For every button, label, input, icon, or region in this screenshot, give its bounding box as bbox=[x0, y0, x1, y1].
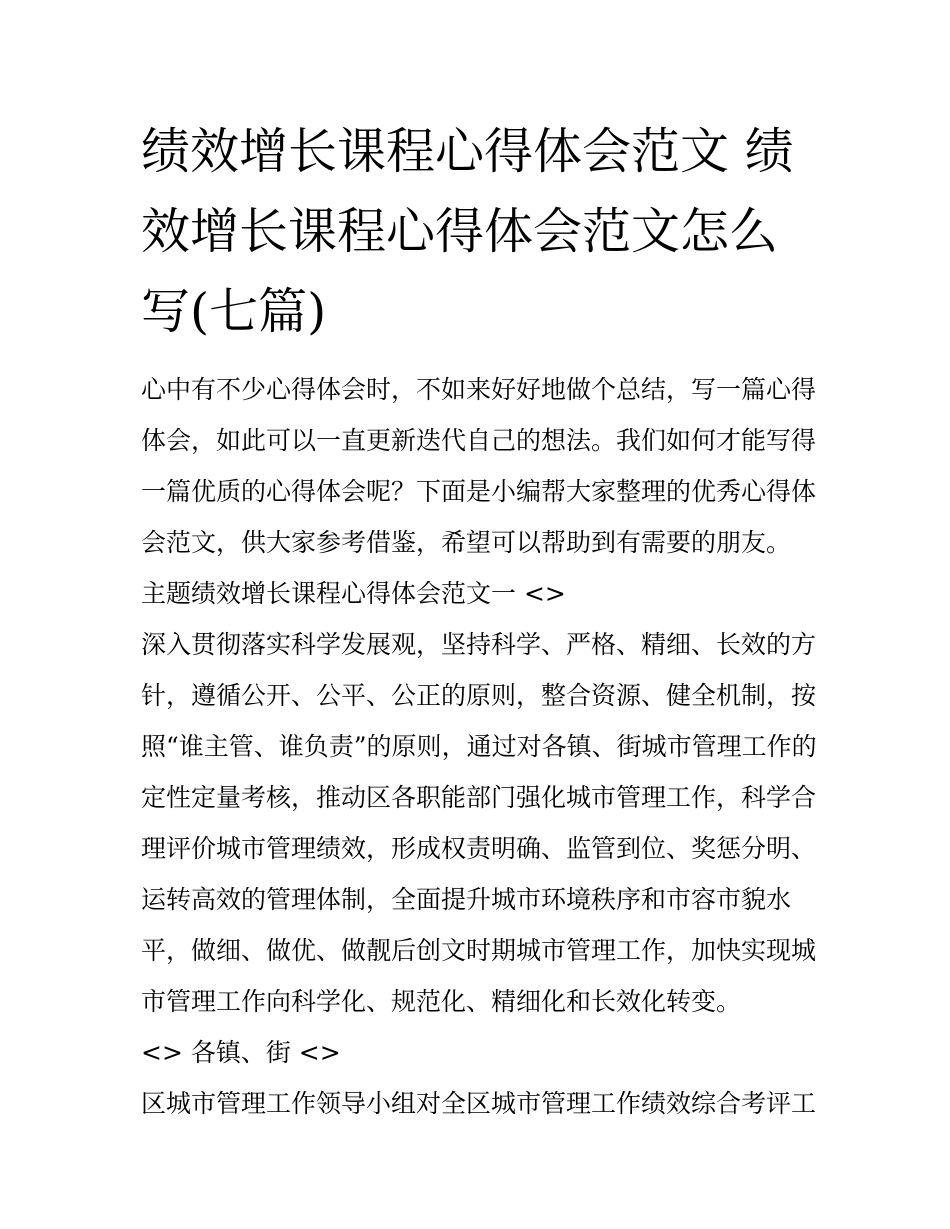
intro-paragraph bbox=[141, 364, 817, 568]
document-title bbox=[141, 112, 813, 352]
paragraph-line: 深入贯彻落实科学发展观，坚持科学、严格、精细、长效的方 bbox=[141, 630, 817, 659]
paragraph-line: 照“谁主管、谁负责”的原则，通过对各镇、街城市管理工作的 bbox=[141, 732, 817, 761]
title-line: 写(七篇) bbox=[141, 283, 327, 340]
subheading: <> 各镇、街 <> bbox=[141, 1038, 341, 1067]
title-line: 效增长课程心得体会范文怎么 bbox=[141, 203, 779, 260]
paragraph-line: 心中有不少心得体会时，不如来好好地做个总结，写一篇心得 bbox=[141, 375, 817, 404]
section-heading: 主题绩效增长课程心得体会范文一 <> bbox=[141, 579, 566, 608]
document-page bbox=[141, 112, 817, 1129]
paragraph-line: 区城市管理工作领导小组对全区城市管理工作绩效综合考评工 bbox=[141, 1089, 817, 1118]
section-paragraph bbox=[141, 619, 817, 1027]
title-line: 绩效增长课程心得体会范文 绩 bbox=[141, 123, 794, 180]
paragraph-line: 运转高效的管理体制，全面提升城市环境秩序和市容市貌水 bbox=[141, 885, 792, 914]
document-body bbox=[141, 364, 817, 1129]
paragraph-line: 理评价城市管理绩效，形成权责明确、监管到位、奖惩分明、 bbox=[141, 834, 817, 863]
paragraph-line: 体会，如此可以一直更新迭代自己的想法。我们如何才能写得 bbox=[141, 426, 817, 455]
paragraph-line: 针，遵循公开、公平、公正的原则，整合资源、健全机制，按 bbox=[141, 681, 817, 710]
paragraph-line: 市管理工作向科学化、规范化、精细化和长效化转变。 bbox=[141, 987, 742, 1016]
paragraph-line: 定性定量考核，推动区各职能部门强化城市管理工作，科学合 bbox=[141, 783, 817, 812]
paragraph-line: 平，做细、做优、做靓后创文时期城市管理工作，加快实现城 bbox=[141, 936, 817, 965]
paragraph-line: 一篇优质的心得体会呢？下面是小编帮大家整理的优秀心得体 bbox=[141, 477, 817, 506]
paragraph-line: 会范文，供大家参考借鉴，希望可以帮助到有需要的朋友。 bbox=[141, 528, 792, 557]
